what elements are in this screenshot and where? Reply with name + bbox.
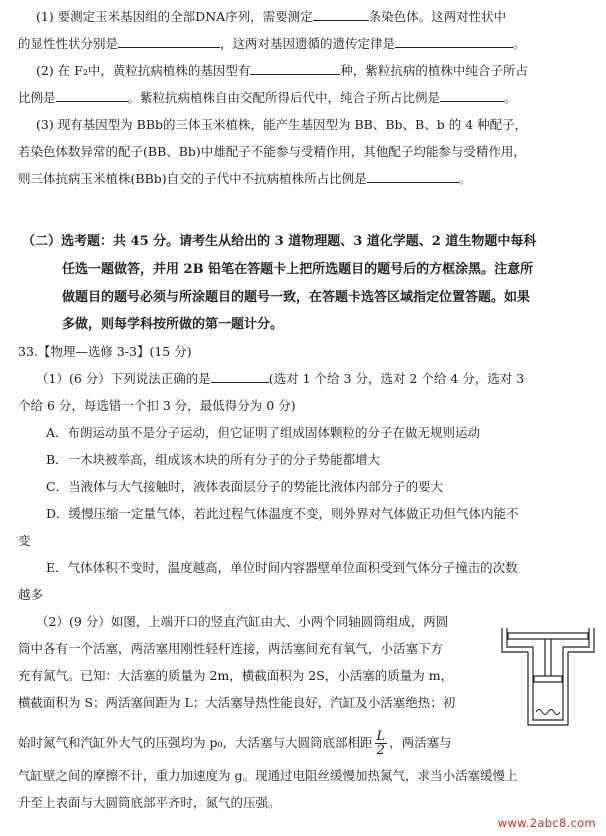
p2-line7: 升至上表面与大圆筒底部平齐时，氮气的压强。 xyxy=(18,795,281,810)
p2-line2: 筒中各有一个活塞，两活塞用刚性轻杆连接，两活塞间充有氧气，小活塞下方 xyxy=(18,641,444,656)
p2-line4: 横截面积为 S；两活塞间距为 L；大活塞导热性能良好，汽缸及小活塞绝热；初 xyxy=(18,695,456,710)
option-b: B．一木块被举高，组成该木块的所有分子的分子势能都增大 xyxy=(46,452,381,467)
option-a: A．布朗运动虽不是分子运动，但它证明了组成固体颗粒的分子在做无规则运动 xyxy=(46,425,481,440)
q1-line1 xyxy=(36,8,506,26)
p2-text-5b: ，两活塞与 xyxy=(389,735,452,750)
p1-text-a: （1）(6 分）下列说法正确的是 xyxy=(36,371,211,386)
answer-blank[interactable] xyxy=(118,35,220,48)
q2-line2 xyxy=(18,89,517,107)
option-c: C．当液体与大气接触时，液体表面层分子的势能比液体内部分子的要大 xyxy=(46,479,444,494)
answer-blank[interactable] xyxy=(250,62,340,75)
answer-blank[interactable] xyxy=(211,370,269,383)
q1-text-b: 条染色体。这两对性状中 xyxy=(368,9,507,24)
q3-line3 xyxy=(18,170,471,188)
option-d-cont: 变 xyxy=(18,533,31,548)
q2-text-b: 种，紫粒抗病的植株中纯合子所占 xyxy=(340,63,528,78)
p1-line2: 个给 6 分，每选错一个扣 3 分，最低得分为 0 分) xyxy=(18,398,296,413)
elective-line3: 做题目的题号必须与所涂题目的题号一致，在答题卡选答区域指定位置答题。如果 xyxy=(62,290,531,305)
small-cylinder-wall xyxy=(528,652,568,725)
cylinder-figure xyxy=(498,622,598,729)
q3-line2: 若染色体数异常的配子(BB、Bb)中雄配子不能参与受精作用，其他配子均能参与受精作用， xyxy=(18,144,526,159)
fraction-denominator: 2 xyxy=(376,743,385,758)
answer-blank[interactable] xyxy=(56,89,128,102)
option-d: D．缓慢压缩一定量气体，若此过程气体温度不变，则外界对气体做正功但气体内能不 xyxy=(46,506,519,521)
q1-text-a: (1) 要测定玉米基因组的全部DNA序列，需要测定 xyxy=(36,9,313,24)
q1-line2 xyxy=(18,35,526,53)
p2-line3: 充有氮气。已知：大活塞的质量为 2m，横截面积为 2S，小活塞的质量为 m， xyxy=(18,668,454,683)
elective-line4: 多做，则每学科按所做的第一题计分。 xyxy=(62,317,284,332)
q1-text-c: 的显性性状分别是 xyxy=(18,36,119,51)
q1-text-e: 。 xyxy=(513,36,526,51)
option-e: E．气体体积不变时，温度越高，单位时间内容器壁单位面积受到气体分子撞击的次数 xyxy=(46,560,518,575)
large-cylinder-left-wall xyxy=(502,628,528,652)
answer-blank[interactable] xyxy=(395,35,513,48)
elective-line2: 任选一题做答，并用 2B 铅笔在答题卡上把所选题目的题号后的方框涂黑。注意所 xyxy=(62,262,534,277)
answer-blank[interactable] xyxy=(440,89,504,102)
resistance-wire-icon xyxy=(536,710,560,715)
cylinder-diagram xyxy=(498,622,598,726)
small-piston xyxy=(534,676,562,682)
q3-text-d: 。 xyxy=(458,171,472,186)
p2-line5 xyxy=(18,730,452,757)
q2-text-d: 。紫粒抗病植株自由交配所得后代中，纯合子所占比例是 xyxy=(127,90,441,105)
cylinder-inner-wall xyxy=(507,628,589,720)
answer-blank[interactable] xyxy=(313,8,369,21)
watermark: www.2abc8.com xyxy=(497,816,596,830)
fraction-l-over-2 xyxy=(375,730,388,757)
q3-line1: (3) 现有基因型为 BBb的三体玉米植株，能产生基因型为 BB、Bb、B、b 的 4 种配子， xyxy=(36,117,528,132)
option-e-cont: 越多 xyxy=(18,587,44,602)
q3-text-c: 则三体抗病玉米植株(BBb)自交的子代中不抗病植株所占比例是 xyxy=(18,171,367,186)
q2-text-e: 。 xyxy=(504,90,517,105)
large-piston xyxy=(508,633,588,639)
q2-line1 xyxy=(36,62,528,80)
fraction-numerator: L xyxy=(376,729,386,744)
q2-text-c: 比例是 xyxy=(18,90,56,105)
p2-line6: 气缸壁之间的摩擦不计，重力加速度为 g。现通过电阻丝缓慢加热氮气，求当小活塞缓慢上 xyxy=(18,768,518,783)
p2-line1: （2）(9 分）如图，上端开口的竖直汽缸由大、小两个同轴圆筒组成，两圆 xyxy=(36,614,449,629)
q1-text-d: ，这两对基因遗循的遗传定律是 xyxy=(220,36,396,51)
large-cylinder-right-wall xyxy=(568,628,594,652)
p1-text-b: (选对 1 个给 3 分，选对 2 个给 4 分，选对 3 xyxy=(268,371,525,386)
answer-blank[interactable] xyxy=(367,170,459,183)
p1-line1 xyxy=(36,370,524,388)
elective-heading: （二）选考题：共 45 分。请考生从给出的 3 道物理题、3 道化学题、2 道生物题中每科 xyxy=(22,234,537,249)
q2-text-a: (2) 在 F₂中，黄粒抗病植株的基因型有 xyxy=(36,63,251,78)
question-33-header: 33.【物理—选修 3-3】(15 分) xyxy=(18,344,192,359)
p2-text-5a: 始时氮气和汽缸外大气的压强均为 p₀，大活塞与大圆筒底部相距 xyxy=(18,735,373,750)
